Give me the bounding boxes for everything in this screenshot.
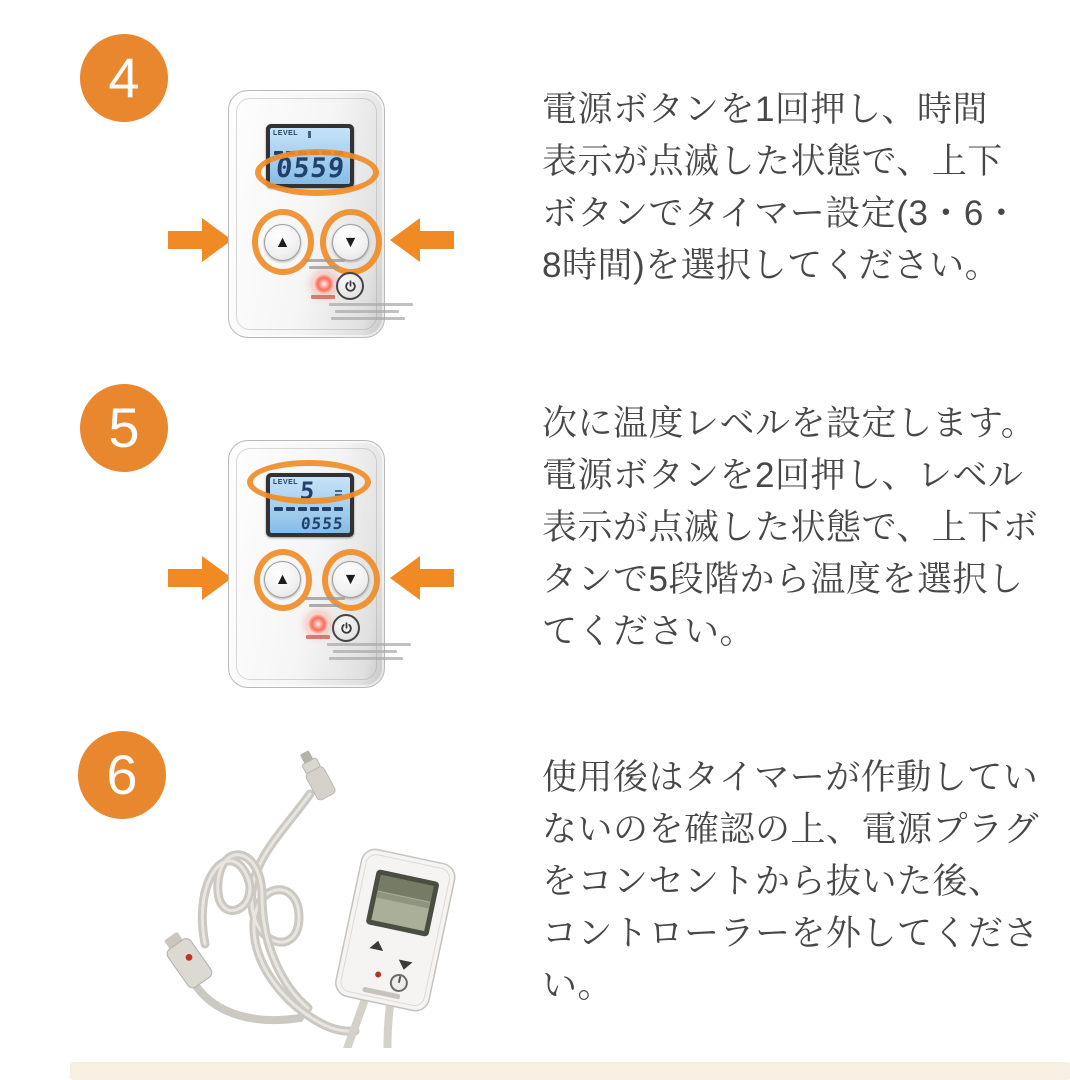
- text-line: 電源ボタンを2回押し、レベル: [542, 456, 1024, 495]
- power-led: [313, 273, 335, 295]
- arrow-left-icon: [390, 552, 454, 604]
- power-button: [332, 614, 360, 642]
- dc-plug: [295, 748, 336, 801]
- text-line: をコンセントから抜いた後、: [542, 862, 1004, 901]
- cord: [333, 998, 365, 1048]
- fine-print-line: [327, 643, 411, 646]
- step-number: 6: [106, 743, 138, 806]
- step6-controller-with-cables-figure: [150, 748, 530, 1048]
- fine-print-line: [333, 650, 397, 653]
- step6-text: [542, 752, 1039, 1012]
- down-button: [332, 224, 369, 261]
- led-caption: [311, 295, 335, 299]
- fine-print-line: [331, 317, 405, 320]
- text-line: 表示が点滅した状態で、上下: [542, 142, 1003, 181]
- text-line: 次に温度レベルを設定します。: [542, 404, 1037, 443]
- step-number: 5: [108, 396, 140, 459]
- down-triangle-icon: ▼: [342, 233, 359, 251]
- step4-text: [542, 84, 1019, 292]
- text-line: コントローラーを外してくださ: [542, 914, 1040, 953]
- text-line: てください。: [542, 612, 756, 651]
- down-button: [332, 561, 369, 598]
- controller-body: [228, 440, 385, 688]
- fine-print-line: [305, 597, 345, 600]
- step4-number-badge: [80, 34, 168, 122]
- text-line: ボタンでタイマー設定(3・6・: [542, 194, 1020, 233]
- lcd-time-digits: 0555: [300, 514, 345, 533]
- led-caption: [306, 635, 330, 639]
- step5-number-badge: [80, 384, 168, 472]
- step4-controller-figure: [168, 62, 468, 354]
- lcd-level-label: LEVEL: [273, 479, 299, 486]
- power-icon: [339, 621, 354, 636]
- step5-controller-figure: [168, 412, 468, 704]
- cord: [365, 1006, 421, 1048]
- down-triangle-icon: ▼: [342, 570, 359, 588]
- footer-accent-bar: [70, 1062, 1070, 1080]
- fine-print-line: [329, 657, 403, 660]
- text-line: 使用後はタイマーが作動してい: [542, 758, 1039, 797]
- lcd-time-digits: 0559: [274, 153, 347, 184]
- up-button: [264, 561, 301, 598]
- lcd-level-label: LEVEL: [273, 130, 299, 137]
- text-line: ないのを確認の上、電源プラグ: [542, 810, 1040, 849]
- up-triangle-icon: ▲: [274, 570, 291, 588]
- lcd-segment-bars: [274, 507, 343, 511]
- text-line: 電源ボタンを1回押し、時間: [542, 90, 988, 129]
- fine-print-line: [309, 604, 339, 607]
- arrow-right-icon: [168, 552, 232, 604]
- lcd-tick: [308, 131, 311, 138]
- up-triangle-icon: ▲: [274, 233, 291, 251]
- fine-print-line: [335, 310, 399, 313]
- controller-body: [228, 90, 385, 338]
- arrow-left-icon: [390, 214, 454, 266]
- text-line: い。: [542, 966, 614, 1005]
- text-line: 8時間)を選択してください。: [542, 246, 1001, 285]
- up-button: [264, 224, 301, 261]
- fine-print-line: [309, 266, 339, 269]
- step-number: 4: [108, 46, 140, 109]
- text-line: タンで5段階から温度を選択し: [542, 560, 1024, 599]
- fine-print-line: [329, 303, 413, 306]
- controller-device: [308, 847, 457, 1048]
- lcd-level-digit: 5: [299, 477, 317, 505]
- step5-text: [542, 398, 1038, 658]
- text-line: 表示が点滅した状態で、上下ボ: [542, 508, 1039, 547]
- arrow-right-icon: [168, 214, 232, 266]
- highlight-ellipse-level: [247, 460, 371, 504]
- power-led: [307, 613, 329, 635]
- power-icon: [343, 279, 358, 294]
- power-button: [336, 272, 364, 300]
- fine-print-line: [305, 259, 345, 262]
- highlight-ellipse-time: [255, 149, 379, 196]
